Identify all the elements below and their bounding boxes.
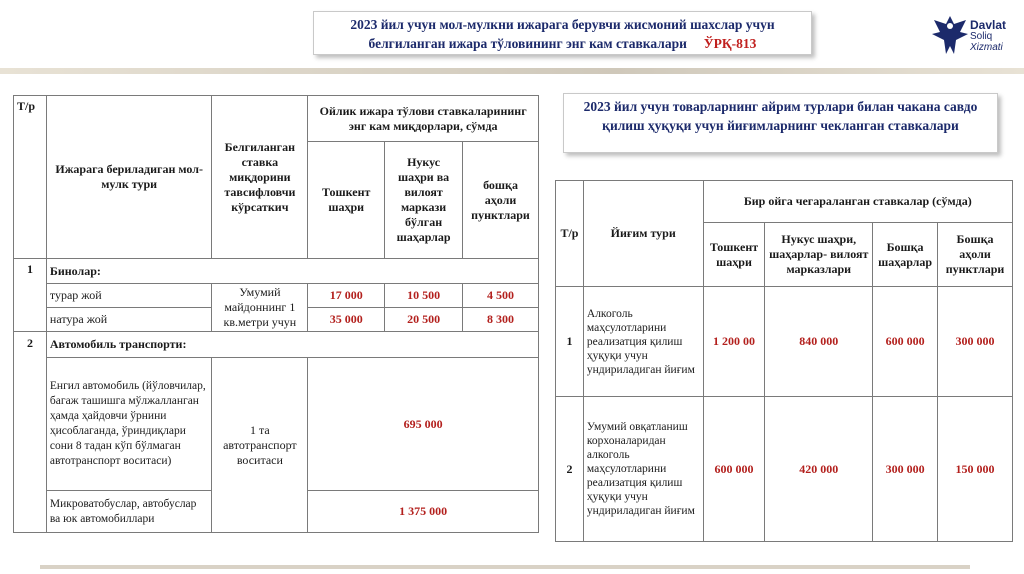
t1-section-1-num: 1 [14,259,47,332]
t1-section-2-indicator: 1 та автотранспорт воситаси [212,358,308,533]
footer-divider [40,565,970,569]
t1-row-bus: Микроватобуслар, автобуслар ва юк автомобиллари [46,491,212,533]
title-line-1: 2023 йил учун мол-мулкни ижарага берувчи жисмоний шахслар учун [350,17,775,32]
t1-r1-other: 4 500 [463,284,539,308]
eagle-icon [930,12,970,56]
t1-row-car: Енгил автомобиль (йўловчилар, багаж ташишга мўлжалланган ҳамда ҳайдовчи ўрнини ҳисоблаганда, ўриндиқлари сони 8 тадан кўп бўлмаган автотранспорт воситаси) [46,358,212,491]
t2-r1-other-cities: 600 000 [873,287,938,397]
t2-r2-name: Умумий овқатланиш корхоналаридан алкоголь маҳсулотларини реализатция қилиш ҳуқуқи учун ундириладиган йиғим [583,397,703,542]
t1-row-nonresidential: натура жой [46,308,212,332]
t1-section-2-title: Автомобиль транспорти: [46,332,538,358]
t1-section-1-title: Бинолар: [46,259,538,284]
t2-header-group: Бир ойга чегараланган ставкалар (сўмда) [703,181,1012,223]
t2-header-other: Бошқа аҳоли пунктлари [938,223,1013,287]
t2-header-tashkent: Тошкент шаҳри [703,223,765,287]
t2-r2-num: 2 [556,397,584,542]
page-title [313,11,812,55]
t2-r2-other-cities: 300 000 [873,397,938,542]
t1-r2-other: 8 300 [463,308,539,332]
t1-section-1-indicator: Умумий майдоннинг 1 кв.метри учун [212,284,308,332]
rent-rates-table [13,95,539,533]
t2-header-num: Т/р [556,181,584,287]
t1-header-other: бошқа аҳоли пунктлари [463,142,539,259]
t1-header-tashkent: Тошкент шаҳри [308,142,385,259]
t1-r3-value: 695 000 [308,358,539,491]
t2-header-other-cities: Бошқа шаҳарлар [873,223,938,287]
title-line-2-text: белгиланган ижара тўловининг энг кам ставкалари [368,36,687,51]
t2-header-type: Йиғим тури [583,181,703,287]
t1-header-indicator: Белгиланган ставка миқдорини тавсифловчи кўрсаткич [212,96,308,259]
t2-r1-tashkent: 1 200 00 [703,287,765,397]
law-code: ЎРҚ-813 [703,36,757,51]
logo [930,10,1020,70]
t1-r4-value: 1 375 000 [308,491,539,533]
title-line-2 [314,34,811,53]
t1-header-type: Ижарага бериладиган мол-мулк тури [46,96,212,259]
t2-r2-other: 150 000 [938,397,1013,542]
t2-r1-name: Алкоголь маҳсулотларини реализатция қилиш ҳуқуқи учун ундириладиган йиғим [583,287,703,397]
t1-header-group: Ойлик ижара тўлови ставкаларининг энг кам миқдорлари, сўмда [308,96,539,142]
fee-rates-table [555,180,1013,542]
t2-r2-nukus: 420 000 [765,397,873,542]
t1-r1-nukus: 10 500 [385,284,463,308]
t1-r2-nukus: 20 500 [385,308,463,332]
t2-r1-other: 300 000 [938,287,1013,397]
logo-line-2: Soliq [970,31,993,42]
t1-row-residential: турар жой [46,284,212,308]
t2-header-nukus: Нукус шаҳри, шаҳарлар- вилоят марказлари [765,223,873,287]
t1-r1-tashkent: 17 000 [308,284,385,308]
t1-r2-tashkent: 35 000 [308,308,385,332]
t2-r1-nukus: 840 000 [765,287,873,397]
logo-line-3: Xizmati [970,42,1003,53]
t1-section-2-num: 2 [14,332,47,533]
header-divider [0,68,1024,74]
t2-r1-num: 1 [556,287,584,397]
logo-line-1: Davlat [970,18,1007,32]
t1-header-num: Т/р [14,96,47,259]
t1-header-nukus: Нукус шаҳри ва вилоят маркази бўлган шаҳарлар [385,142,463,259]
t2-r2-tashkent: 600 000 [703,397,765,542]
fee-rates-title: 2023 йил учун товарларнинг айрим турлари билан чакана савдо қилиш ҳуқуқи учун йиғимларнинг чекланган ставкалари [563,93,998,153]
